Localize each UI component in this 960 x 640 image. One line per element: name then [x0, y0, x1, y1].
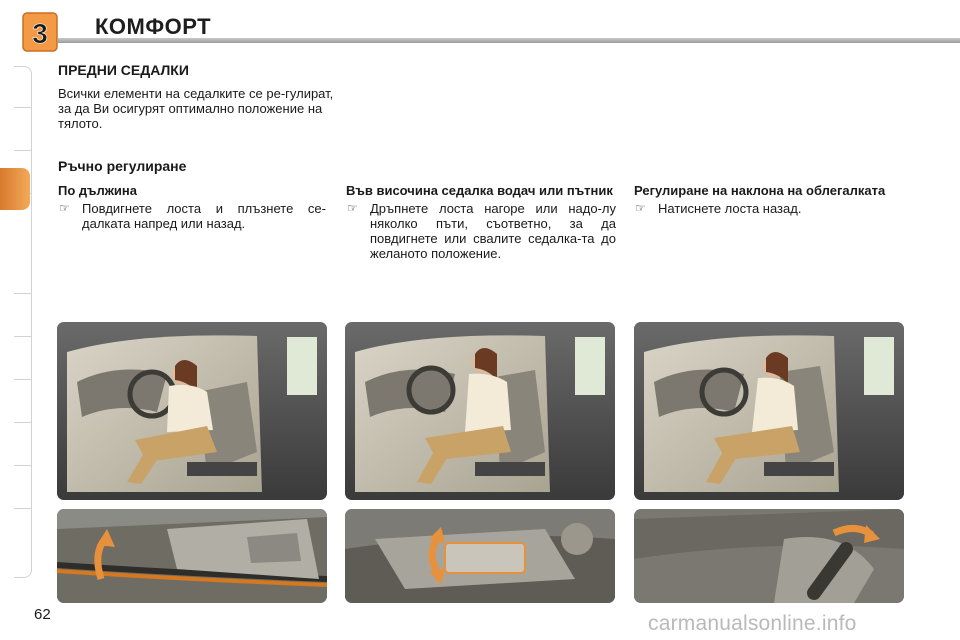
page-title: КОМФОРТ: [95, 14, 212, 39]
column-heading: Във височина седалка водач или пътник: [346, 183, 613, 198]
chapter-tab[interactable]: [14, 107, 31, 108]
chapter-tab[interactable]: [14, 293, 31, 294]
column-heading: По дължина: [58, 183, 138, 198]
instruction-text: Повдигнете лоста и плъзнете се-далката напред или назад.: [82, 201, 326, 231]
chapter-tab[interactable]: [14, 379, 31, 380]
instruction-item: [58, 201, 326, 231]
driver-seat-length-illustration: [57, 322, 327, 500]
chapter-tab-strip[interactable]: [14, 66, 32, 578]
height-lever-detail: [345, 509, 615, 603]
watermark: carmanualsonline.info: [648, 612, 857, 635]
pointing-hand-icon: ☞: [635, 201, 646, 215]
chapter-tab[interactable]: [14, 336, 31, 337]
pointing-hand-icon: ☞: [59, 201, 70, 215]
pointing-hand-icon: ☞: [347, 201, 358, 215]
instruction-text: Дръпнете лоста нагоре или надо-лу няколко пъти, съответно, за да повдигнете или свалите седалка-та до желаното положение.: [370, 201, 616, 261]
section-title: ПРЕДНИ СЕДАЛКИ: [58, 62, 189, 78]
chapter-tab[interactable]: [14, 422, 31, 423]
backrest-lever-detail: [634, 509, 904, 603]
chapter-number: 3: [32, 18, 48, 49]
instruction-text: Натиснете лоста назад.: [658, 201, 802, 216]
column-heading: Регулиране на наклона на облегалката: [634, 183, 886, 198]
instruction-item: [634, 201, 894, 216]
column-height: [346, 183, 616, 261]
length-lever-detail: [57, 509, 327, 603]
page-number: 62: [34, 606, 51, 623]
subsection-title: Ръчно регулиране: [58, 158, 187, 174]
chapter-tab[interactable]: [14, 508, 31, 509]
driver-seat-backrest-illustration: [634, 322, 904, 500]
instruction-item: [346, 201, 616, 261]
driver-seat-height-illustration: [345, 322, 615, 500]
column-length: [58, 183, 326, 231]
column-backrest: [634, 183, 894, 216]
chapter-number-badge: [22, 12, 58, 52]
chapter-tab[interactable]: [14, 465, 31, 466]
chapter-tab[interactable]: [14, 150, 31, 151]
intro-text: Всички елементи на седалките се ре-гулират, за да Ви осигурят оптимално положение на тялото.: [58, 86, 334, 131]
chapter-tab-active[interactable]: [0, 168, 30, 210]
